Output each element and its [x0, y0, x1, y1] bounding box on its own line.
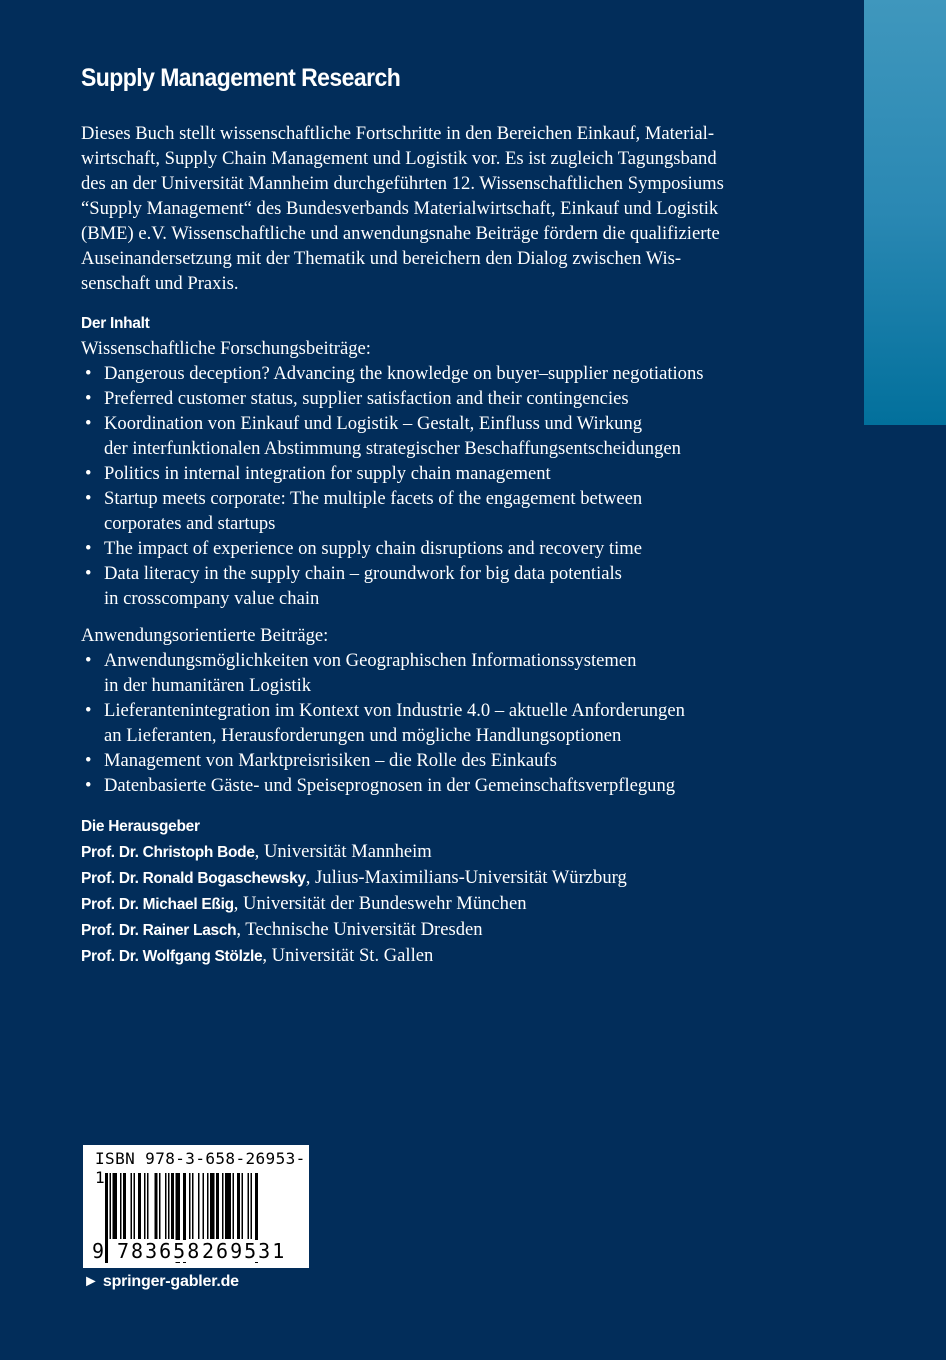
list-item-line: • Preferred customer status, supplier satisfaction and their contingencies: [104, 388, 629, 409]
intro-line: senschaft und Praxis.: [81, 273, 239, 294]
list-item-line: in crosscompany value chain: [104, 588, 320, 609]
barcode-bar: [192, 1173, 194, 1239]
list-item-line: corporates and startups: [104, 513, 276, 534]
editor-entry: [81, 865, 801, 891]
barcode-bar: [225, 1173, 231, 1239]
editor-name: Prof. Dr. Christoph Bode: [81, 844, 255, 861]
list-item: [81, 486, 801, 536]
barcode-bar: [155, 1173, 158, 1239]
editor-affiliation: , Technische Universität Dresden: [236, 919, 483, 940]
list-item-line: an Lieferanten, Herausforderungen und mögliche Handlungsoptionen: [104, 725, 622, 746]
barcode-digits-left: 783658: [117, 1239, 202, 1263]
barcode-bar: [198, 1173, 200, 1239]
barcode-bar: [123, 1173, 126, 1239]
intro-line: “Supply Management“ des Bundesverbands Materialwirtschaft, Einkauf und Logistik: [81, 198, 719, 219]
barcode-bar: [131, 1173, 133, 1239]
barcode-bar: [120, 1173, 122, 1239]
list-item-line: • Anwendungsmöglichkeiten von Geographischen Informationssystemen: [104, 650, 637, 671]
intro-line: (BME) e.V. Wissenschaftliche und anwendungsnahe Beiträge fördern die qualifizierte: [81, 223, 720, 244]
list-item: [81, 748, 801, 773]
barcode-digits-right: 269531: [202, 1239, 287, 1263]
applied-list: [81, 648, 801, 798]
list-item: [81, 361, 801, 386]
intro-line: des an der Universität Mannheim durchgeführten 12. Wissenschaftlichen Symposiums: [81, 173, 724, 194]
isbn-text: ISBN 978-3-658-26953-1: [95, 1149, 306, 1187]
list-item: [81, 386, 801, 411]
list-item-line: • Management von Marktpreisrisiken – die Rolle des Einkaufs: [104, 750, 557, 771]
intro-line: Dieses Buch stellt wissenschaftliche Fortschritte in den Bereichen Einkauf, Material-: [81, 123, 715, 144]
barcode-bar: [242, 1173, 244, 1239]
list-item-line: • Startup meets corporate: The multiple facets of the engagement between: [104, 488, 643, 509]
list-item: [81, 773, 801, 798]
editor-affiliation: , Universität Mannheim: [254, 841, 432, 862]
barcode-bar: [168, 1173, 170, 1239]
list-item-line: • Koordination von Einkauf und Logistik – Gestalt, Einfluss und Wirkung: [104, 413, 643, 434]
barcode-bar: [216, 1173, 219, 1239]
barcode-bar: [147, 1173, 149, 1239]
barcode-digit-first: 9: [92, 1239, 105, 1263]
barcode-bar: [248, 1173, 250, 1239]
editor-affiliation: , Universität St. Gallen: [262, 945, 434, 966]
isbn-barcode: [83, 1145, 309, 1268]
barcode-bar: [251, 1173, 253, 1239]
barcode-bar: [210, 1173, 215, 1239]
editors-section: [81, 814, 801, 969]
list-item: [81, 648, 801, 698]
publisher-website[interactable]: ► springer-gabler.de: [83, 1273, 239, 1290]
list-item-line: in der humanitären Logistik: [104, 675, 312, 696]
editor-entry: [81, 891, 801, 917]
editor-name: Prof. Dr. Michael Eßig: [81, 896, 234, 913]
list-item-line: • Politics in internal integration for supply chain management: [104, 463, 551, 484]
barcode-bar: [138, 1173, 141, 1239]
research-heading: Wissenschaftliche Forschungsbeiträge:: [81, 338, 371, 359]
barcode-bar: [134, 1173, 136, 1239]
list-item-line: • Lieferantenintegration im Kontext von Industrie 4.0 – aktuelle Anforderungen: [104, 700, 685, 721]
barcode-bar: [203, 1173, 205, 1239]
editor-affiliation: , Julius-Maximilians-Universität Würzburg: [305, 867, 627, 888]
barcode-bar: [207, 1173, 209, 1239]
barcode-bar: [237, 1173, 240, 1239]
list-item: [81, 698, 801, 748]
list-item: [81, 536, 801, 561]
list-item-line: • Data literacy in the supply chain – groundwork for big data potentials: [104, 563, 622, 584]
barcode-bar: [233, 1173, 235, 1239]
intro-line: Auseinandersetzung mit der Thematik und bereichern den Dialog zwischen Wis-: [81, 248, 682, 269]
content-heading: Der Inhalt: [81, 315, 150, 332]
barcode-bar: [171, 1173, 174, 1239]
content-section: [81, 311, 801, 798]
editor-entry: [81, 917, 801, 943]
applied-heading: Anwendungsorientierte Beiträge:: [81, 625, 329, 646]
list-item-line: der interfunktionalen Abstimmung strategischer Beschaffungsentscheidungen: [104, 438, 681, 459]
list-item: [81, 411, 801, 461]
list-item: [81, 461, 801, 486]
barcode-bar: [105, 1173, 108, 1263]
editors-heading: Die Herausgeber: [81, 818, 200, 835]
editor-affiliation: , Universität der Bundeswehr München: [233, 893, 527, 914]
accent-bar: [864, 0, 946, 425]
barcode-bar: [159, 1173, 161, 1239]
barcode-bar: [144, 1173, 146, 1239]
list-item-line: • Dangerous deception? Advancing the knowledge on buyer–supplier negotiations: [104, 363, 704, 384]
list-item: [81, 561, 801, 611]
editor-name: Prof. Dr. Wolfgang Stölzle: [81, 948, 263, 965]
barcode-bar: [165, 1173, 167, 1239]
intro-line: wirtschaft, Supply Chain Management und Logistik vor. Es ist zugleich Tagungsband: [81, 148, 717, 169]
intro-paragraph: [81, 121, 801, 296]
editor-name: Prof. Dr. Ronald Bogaschewsky: [81, 870, 306, 887]
editor-name: Prof. Dr. Rainer Lasch: [81, 922, 237, 939]
editor-entry: [81, 839, 801, 865]
barcode-bar: [222, 1173, 224, 1239]
series-title: Supply Management Research: [81, 64, 401, 92]
barcode-bar: [110, 1173, 112, 1239]
list-item-line: • Datenbasierte Gäste- und Speiseprognosen in der Gemeinschaftsverpflegung: [104, 775, 676, 796]
list-item-line: • The impact of experience on supply chain disruptions and recovery time: [104, 538, 643, 559]
barcode-bar: [189, 1173, 191, 1239]
research-list: [81, 361, 801, 611]
barcode-bar: [113, 1173, 118, 1239]
editor-entry: [81, 943, 801, 969]
